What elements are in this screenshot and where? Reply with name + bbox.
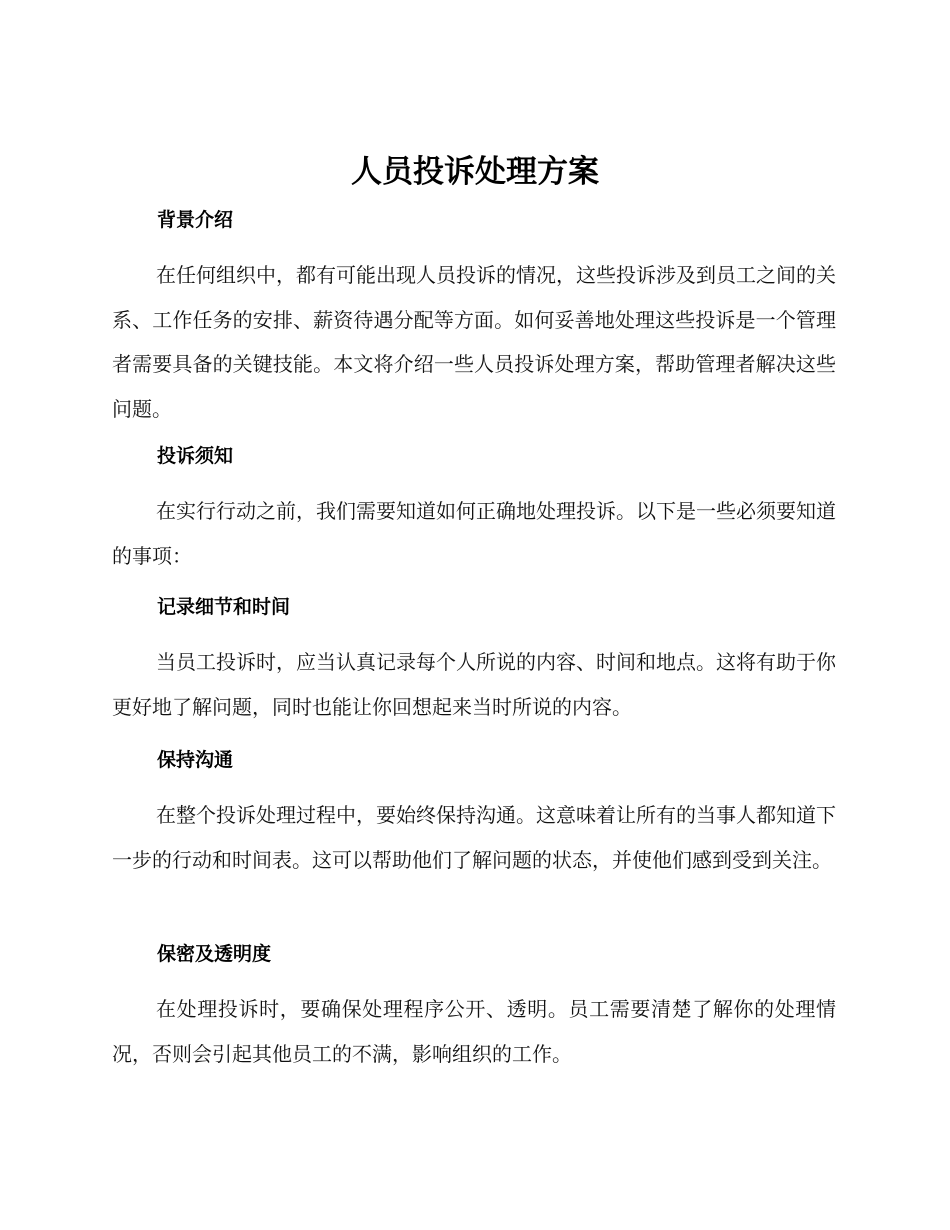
section-body-communication: 在整个投诉处理过程中，要始终保持沟通。这意味着让所有的当事人都知道下一步的行动和时间表。这可以帮助他们了解问题的状态，并使他们感到受到关注。 xyxy=(112,803,836,872)
section-heading-background: 背景介绍 xyxy=(157,209,234,231)
section-body-background: 在任何组织中，都有可能出现人员投诉的情况，这些投诉涉及到员工之间的关系、工作任务的安排、薪资待遇分配等方面。如何妥善地处理这些投诉是一个管理者需要具备的关键技能。本文将介绍一些人员投诉处理方案，帮助管理者解决这些问题。 xyxy=(112,263,836,421)
section-body-complaint-notes: 在实行行动之前，我们需要知道如何正确地处理投诉。以下是一些必须要知道的事项： xyxy=(112,499,836,568)
document-title: 人员投诉处理方案 xyxy=(351,154,599,190)
section-heading-record-details: 记录细节和时间 xyxy=(157,596,291,618)
section-heading-complaint-notes: 投诉须知 xyxy=(157,445,234,467)
section-body-confidentiality: 在处理投诉时，要确保处理程序公开、透明。员工需要清楚了解你的处理情况，否则会引起其他员工的不满，影响组织的工作。 xyxy=(112,997,836,1066)
section-heading-communication: 保持沟通 xyxy=(157,749,234,771)
section-body-record-details: 当员工投诉时，应当认真记录每个人所说的内容、时间和地点。这将有助于你更好地了解问题，同时也能让你回想起来当时所说的内容。 xyxy=(112,650,836,719)
section-heading-confidentiality: 保密及透明度 xyxy=(157,943,272,965)
